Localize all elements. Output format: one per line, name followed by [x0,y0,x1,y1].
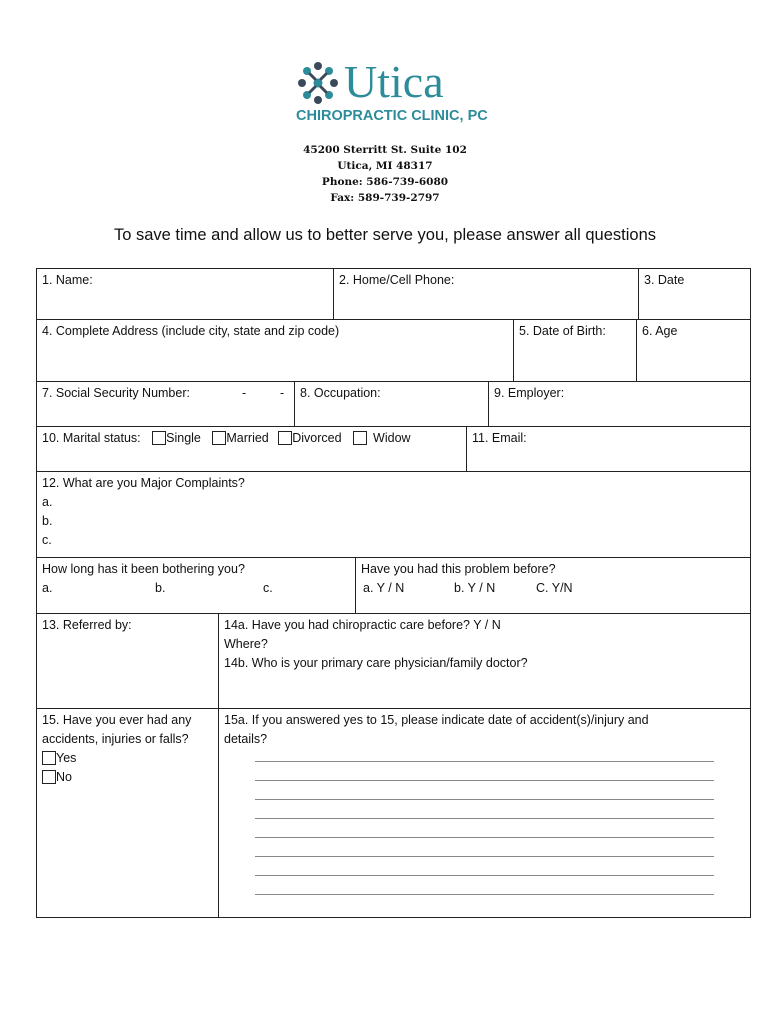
marital-status-group [36,426,417,451]
complaints-label: 12. What are you Major Complaints? [42,476,245,490]
occupation-label: 8. Occupation: [300,386,381,400]
accidents-question: accidents, injuries or falls? [42,732,189,746]
single-checkbox[interactable] [152,431,166,445]
primary-care-label: 14b. Who is your primary care physician/family doctor? [224,656,528,670]
widow-checkbox[interactable] [353,431,367,445]
married-label: Married [226,431,269,445]
married-checkbox[interactable] [212,431,226,445]
age-label: 6. Age [642,324,678,338]
name-label: 1. Name: [42,273,93,287]
age-field[interactable] [636,319,683,344]
phone-field[interactable] [333,268,460,293]
form-border-right [750,268,751,918]
ssn-dash: - [242,386,247,400]
dob-field[interactable] [513,319,612,344]
employer-label: 9. Employer: [494,386,565,400]
write-in-line[interactable] [255,761,714,762]
complaint-item: b. [42,514,53,528]
logo-wordmark: Utica [344,56,444,107]
logo-subtitle: CHIROPRACTIC CLINIC, PC [296,108,488,124]
email-field[interactable] [466,426,533,451]
ssn-label: 7. Social Security Number: [42,386,190,400]
write-in-line[interactable] [255,818,714,819]
clinic-address [0,142,770,206]
employer-field[interactable] [488,381,570,406]
occupation-field[interactable] [294,381,387,406]
write-in-line[interactable] [255,837,714,838]
yes-label: Yes [56,751,77,765]
chiro-before-label: 14a. Have you had chiropractic care before? Y / N [224,618,501,632]
address-line-1: 45200 Sterritt St. Suite 102 [303,144,467,156]
how-long-item: a. [42,581,53,595]
how-long-item: b. [155,581,166,595]
address-field[interactable] [36,319,345,344]
no-checkbox[interactable] [42,770,56,784]
complaint-item: c. [42,533,52,547]
write-in-line[interactable] [255,856,714,857]
date-field[interactable] [638,268,690,293]
had-before-item: C. Y/N [536,581,573,595]
date-label: 3. Date [644,273,685,287]
ssn-field[interactable] [36,381,196,406]
complaint-item: a. [42,495,53,509]
fax-number: Fax: 589-739-2797 [330,192,440,204]
how-long-item: c. [263,581,273,595]
accidents-field [36,708,197,790]
divorced-label: Divorced [292,431,342,445]
accident-details-field [218,708,655,752]
referred-field[interactable] [36,613,138,638]
email-label: 11. Email: [472,431,527,445]
referred-label: 13. Referred by: [42,618,132,632]
complaints-field[interactable] [36,471,251,553]
phone-number: Phone: 586-739-6080 [321,176,449,188]
no-label: No [56,770,72,784]
yes-checkbox[interactable] [42,751,56,765]
logo-icon [296,60,340,106]
form-border-bottom [36,917,751,918]
address-line-2: Utica, MI 48317 [337,160,433,172]
form-instructions: To save time and allow us to better serve you, please answer all questions [113,226,657,244]
ssn-dash: - [280,386,285,400]
chiro-history-field[interactable] [218,613,534,676]
had-before-item: a. Y / N [363,581,405,595]
widow-label: Widow [373,431,411,445]
details-question: 15a. If you answered yes to 15, please indicate date of accident(s)/injury and [224,713,649,727]
how-long-label: How long has it been bothering you? [42,562,245,576]
write-in-line[interactable] [255,875,714,876]
divorced-checkbox[interactable] [278,431,292,445]
address-label: 4. Complete Address (include city, state and zip code) [42,324,340,338]
write-in-line[interactable] [255,780,714,781]
had-before-label: Have you had this problem before? [361,562,556,576]
details-question: details? [224,732,268,746]
had-before-item: b. Y / N [454,581,496,595]
single-label: Single [166,431,201,445]
clinic-logo [296,56,488,130]
write-in-line[interactable] [255,799,714,800]
dob-label: 5. Date of Birth: [519,324,606,338]
had-before-field[interactable] [355,557,750,601]
name-field[interactable] [36,268,99,293]
phone-label: 2. Home/Cell Phone: [339,273,455,287]
marital-status-label: 10. Marital status: [42,431,141,445]
how-long-field[interactable] [36,557,355,601]
where-label: Where? [224,637,268,651]
write-in-line[interactable] [255,894,714,895]
accidents-question: 15. Have you ever had any [42,713,192,727]
